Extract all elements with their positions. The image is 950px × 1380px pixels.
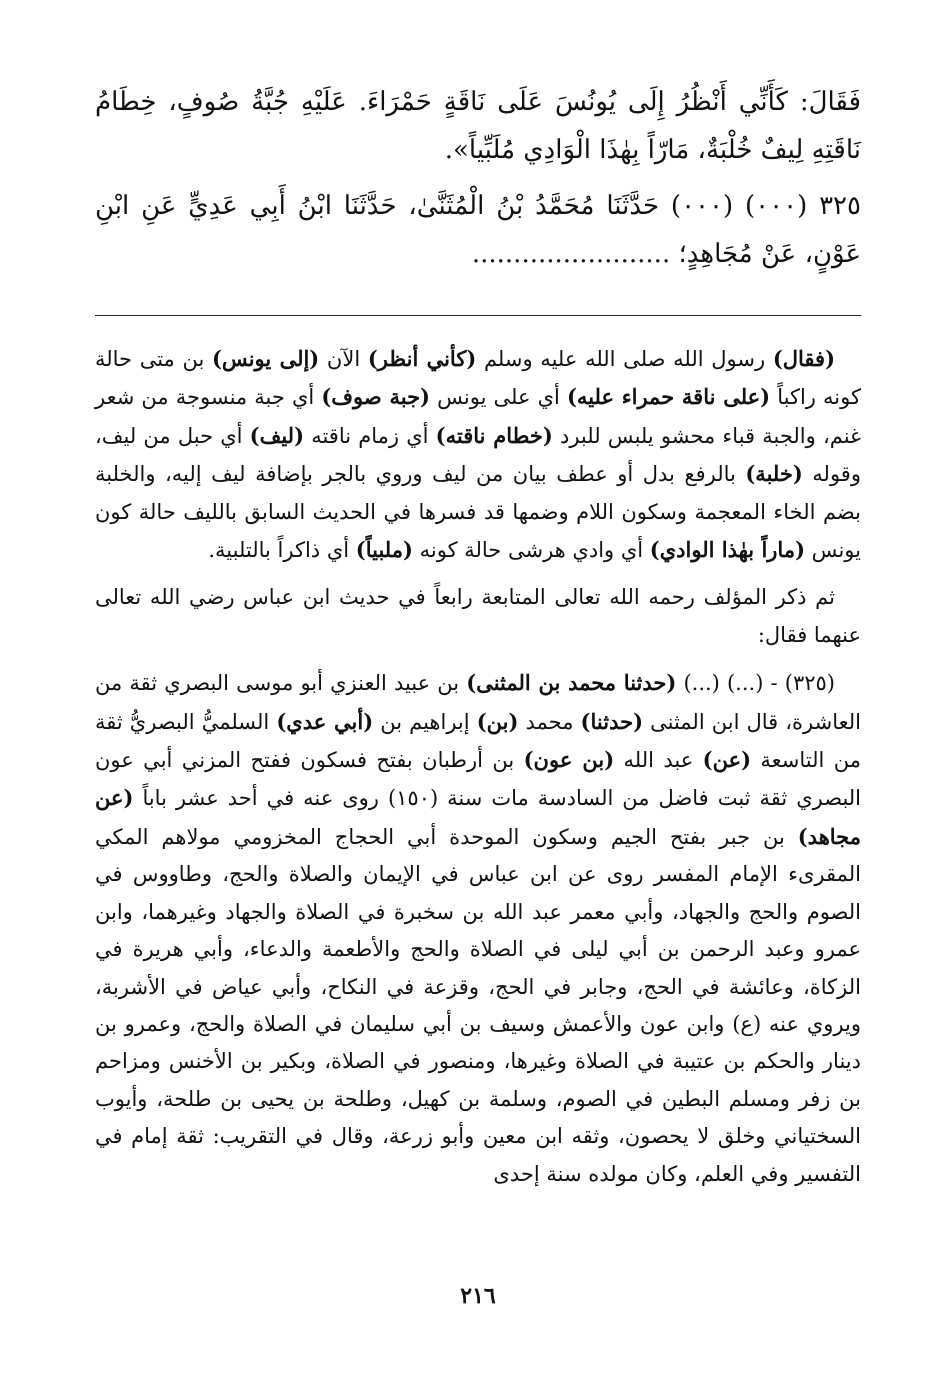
- commentary-text: محمد: [518, 709, 581, 734]
- hadith-isnad-line: ٣٢٥ (٠٠٠) (٠٠٠) حَدَّثَنَا مُحَمَّدُ بْنُ الْمُثَنَّىٰ، حَدَّثَنَا ابْنُ أَبِي عَدِيٍّ عَنِ ابْنِ عَوْنٍ، عَنْ مُجَاهِدٍ؛ ........................: [95, 191, 861, 269]
- page-number: ٢١٦: [460, 1283, 496, 1309]
- commentary-text: أي على يونس: [430, 385, 567, 410]
- commentary-text: (٣٢٥) - (...) (...): [676, 671, 835, 696]
- commentary-text: بالرفع بدل أو عطف بيان من ليف وروي بالجر بإضافة ليف إليه، والخلبة بضم الخاء المعجمة وسكون اللام وضمها قد فسرها في الحديث السابق بالليف حالة كون يونس: [95, 462, 861, 563]
- commentary-text: بن عبيد العنزي أبو موسى البصري ثقة من العاشرة، قال ابن المثنى: [95, 671, 861, 734]
- commentary-text: السلميُّ البصريُّ ثقة من التاسعة: [95, 709, 861, 773]
- highlighted-term: (حدثنا محمد بن المثنى): [466, 670, 677, 696]
- highlighted-term: (على ناقة حمراء عليه): [567, 384, 771, 410]
- commentary-text: إبراهيم بن: [373, 709, 477, 734]
- highlighted-term: (ليف): [249, 422, 305, 448]
- commentary-text: بن جبر بفتح الجيم وسكون الموحدة أبي الحجاج المخزومي مولاهم المكي المقرىء الإمام المفسر روى عن ابن عباس في الإيمان والصلاة والحج، وطاووس في الصوم والحج والجهاد، وأبي معمر عبد الله بن سخبرة في الصلاة والجهاد وغيرهما، وابن عمرو وعبد الرحمن بن أبي ليلى في الصلاة والحج والأطعمة والدعاء، وأبي هريرة في الزكاة، وعائشة في الحج، وجابر في الحج، وقزعة في النكاح، وأبي عياض في الأشربة، ويروي عنه (ع) وابن عون والأعمش وسيف بن أبي سليمان في الصلاة والحج، وعمرو بن دينار والحكم بن عتيبة في الصلاة وغيرها، ومنصور في الصلاة، وبكير بن الأخنس ومزاحم بن زفر ومسلم البطين في الصوم، وسلمة بن كهيل، وطلحة بن يحيى بن طلحة، وأيوب السختياني وخلق لا يحصون، وثقه ابن معين وأبو زرعة، وقال في التقريب: ثقة إمام في التفسير وفي العلم، وكان مولده سنة إحدى: [95, 824, 861, 1186]
- commentary-paragraph-2: ثم ذكر المؤلف رحمه الله تعالى المتابعة رابعاً في حديث ابن عباس رضي الله تعالى عنهما فقال:: [95, 585, 861, 647]
- highlighted-term: (حدثنا): [580, 708, 644, 734]
- commentary-text: أي زمام ناقته: [304, 423, 436, 448]
- commentary-text: أي وادي هرشى حالة كونه: [412, 538, 650, 563]
- commentary-text: أي جبة منسوجة من شعر غنم، والجبة قباء محشو يلبس للبرد: [95, 385, 862, 448]
- commentary-text: أي ذاكراً بالتلبية.: [208, 538, 356, 563]
- highlighted-term: (فقال): [772, 346, 836, 371]
- commentary-text: بن أرطبان بفتح فسكون ففتح المزني أبي عون البصري ثقة ثبت فاضل من السادسة مات سنة (١٥٠) روى عنه في أحد عشر باباً: [95, 748, 862, 811]
- commentary: [95, 340, 861, 1193]
- commentary-text: بن متى حالة كونه راكباً: [95, 347, 861, 410]
- highlighted-term: (خطام ناقته): [435, 422, 553, 448]
- highlighted-term: (إلى يونس): [212, 346, 320, 371]
- commentary-paragraph-3: [95, 664, 861, 1193]
- hadith-text-line: فَقَالَ: كَأَنِّي أَنْظُرُ إِلَى يُونُسَ عَلَى نَاقَةٍ حَمْرَاءَ. عَلَيْهِ جُبَّةُ صُوفٍ، خِطَامُ نَاقَتِهِ لِيفٌ خُلْبَةٌ، مَارّاً بِهٰذَا الْوَادِي مُلَبِّياً».: [95, 87, 861, 165]
- highlighted-term: (أبي عدي): [276, 708, 374, 734]
- commentary-text: الآن: [319, 347, 368, 371]
- highlighted-term: (عن مجاهد): [95, 785, 861, 849]
- commentary-text: أي حبل من ليف، وقوله: [95, 423, 861, 487]
- highlighted-term: (عن): [702, 747, 752, 773]
- commentary-text: رسول الله صلى الله عليه وسلم: [476, 347, 773, 371]
- highlighted-term: (كأني أنظر): [367, 346, 477, 371]
- highlighted-term: (جبة صوف): [321, 384, 430, 410]
- page-content: [95, 78, 861, 1368]
- highlighted-term: (خلبة): [745, 461, 803, 487]
- separator-line: [95, 315, 861, 316]
- commentary-text: عبد الله: [614, 748, 703, 773]
- highlighted-term: (ماراً بهٰذا الوادي): [649, 537, 805, 563]
- commentary-paragraph-1: [95, 340, 861, 569]
- highlighted-term: (بن عون): [523, 747, 615, 773]
- highlighted-term: (ملبياً): [355, 537, 413, 563]
- highlighted-term: (بن): [476, 708, 519, 734]
